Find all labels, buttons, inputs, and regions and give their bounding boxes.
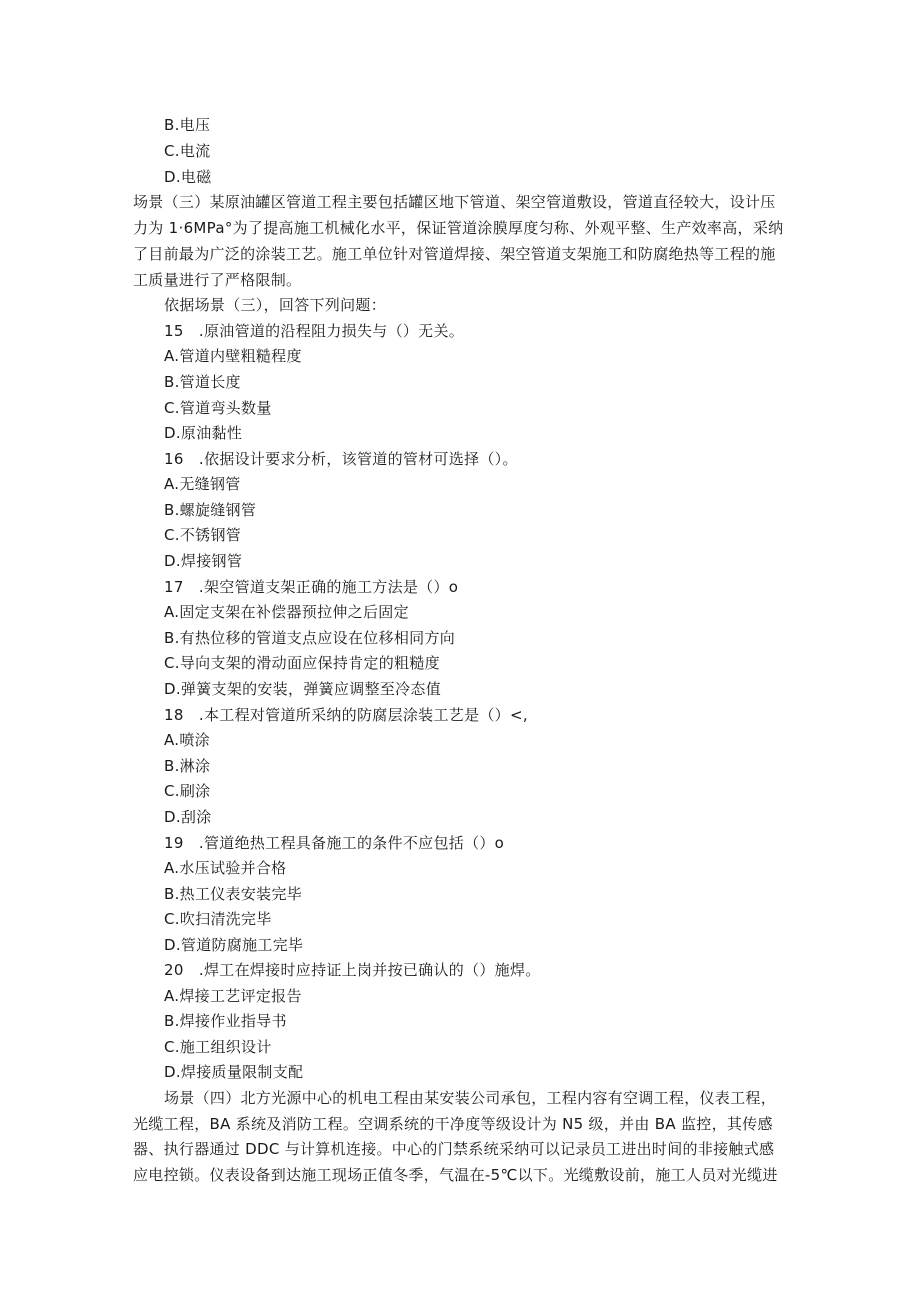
question-text: .本工程对管道所采纳的防腐层涂装工艺是（）<, — [198, 706, 528, 724]
question-20 — [164, 960, 541, 980]
option-line: C.导向支架的滑动面应保持肯定的粗糙度 — [164, 654, 440, 672]
option-line: A.固定支架在补偿器预拉伸之后固定 — [164, 603, 409, 621]
question-15 — [164, 321, 464, 341]
option-line: A.喷涂 — [164, 731, 210, 749]
question-number: 16 — [164, 450, 184, 468]
option-line: B.螺旋缝钢管 — [164, 501, 257, 519]
scene3-prompt: 依据场景（三），回答下列问题： — [164, 296, 387, 314]
option-line: C.刷涂 — [164, 782, 211, 800]
question-16 — [164, 449, 518, 469]
question-text: .原油管道的沿程阻力损失与（）无关。 — [198, 322, 465, 340]
option-line: A.焊接工艺评定报告 — [164, 987, 302, 1005]
question-18 — [164, 705, 528, 725]
option-line: B.管道长度 — [164, 373, 241, 391]
scene4-line: 光缆工程，BA 系统及消防工程。空调系统的干净度等级设计为 N5 级，并由 BA 监控，其传感 — [133, 1115, 773, 1133]
option-line: C.电流 — [164, 142, 211, 160]
option-line: D.弹簧支架的安装，弹簧应调整至冷态值 — [164, 680, 442, 698]
question-17 — [164, 577, 458, 597]
option-line: D.刮涂 — [164, 808, 212, 826]
option-line: B.热工仪表安装完毕 — [164, 885, 303, 903]
scene4-line: 场景（四）北方光源中心的机电工程由某安装公司承包，工程内容有空调工程，仪表工程， — [164, 1089, 777, 1107]
option-line: A.水压试验并合格 — [164, 859, 287, 877]
scene3-line: 工质量进行了严格限制。 — [133, 271, 302, 289]
question-number: 19 — [164, 834, 184, 852]
option-line: B.电压 — [164, 116, 211, 134]
option-line: C.吹扫清洗完毕 — [164, 910, 272, 928]
question-number: 15 — [164, 322, 184, 340]
question-19 — [164, 833, 504, 853]
question-text: .管道绝热工程具备施工的条件不应包括（）o — [198, 834, 505, 852]
option-line: B.淋涂 — [164, 757, 211, 775]
option-line: A.管道内壁粗糙程度 — [164, 347, 302, 365]
option-line: C.施工组织设计 — [164, 1038, 272, 1056]
scene3-line: 了目前最为广泛的涂装工艺。施工单位针对管道焊接、架空管道支架施工和防腐绝热等工程的施 — [133, 245, 776, 263]
option-line: C.不锈钢管 — [164, 526, 242, 544]
option-line: C.管道弯头数量 — [164, 399, 272, 417]
option-line: D.原油黏性 — [164, 424, 243, 442]
question-text: .依据设计要求分析，该管道的管材可选择（）。 — [198, 450, 518, 468]
question-number: 18 — [164, 706, 184, 724]
option-line: A.无缝钢管 — [164, 475, 241, 493]
scene4-line: 器、执行器通过 DDC 与计算机连接。中心的门禁系统采纳可以记录员工进出时间的非接触式感 — [133, 1140, 775, 1158]
question-number: 20 — [164, 961, 184, 979]
question-text: .架空管道支架正确的施工方法是（）o — [198, 578, 459, 596]
option-line: B.有热位移的管道支点应设在位移相同方向 — [164, 629, 456, 647]
option-line: D.焊接质量限制支配 — [164, 1063, 304, 1081]
question-text: .焊工在焊接时应持证上岗并按已确认的（）施焊。 — [198, 961, 541, 979]
scene3-line: 力为 1·6MPa°为了提高施工机械化水平，保证管道涂膜厚度匀称、外观平整、生产效率高，采纳 — [133, 219, 784, 237]
option-line: D.焊接钢管 — [164, 552, 243, 570]
option-line: D.电磁 — [164, 168, 212, 186]
question-number: 17 — [164, 578, 184, 596]
scene4-line: 应电控锁。仪表设备到达施工现场正值冬季，气温在-5℃以下。光缆敷设前，施工人员对光缆进 — [133, 1166, 778, 1184]
option-line: D.管道防腐施工完毕 — [164, 936, 304, 954]
option-line: B.焊接作业指导书 — [164, 1012, 287, 1030]
scene3-line: 场景（三）某原油罐区管道工程主要包括罐区地下管道、架空管道敷设，管道直径较大，设计压 — [133, 193, 776, 211]
